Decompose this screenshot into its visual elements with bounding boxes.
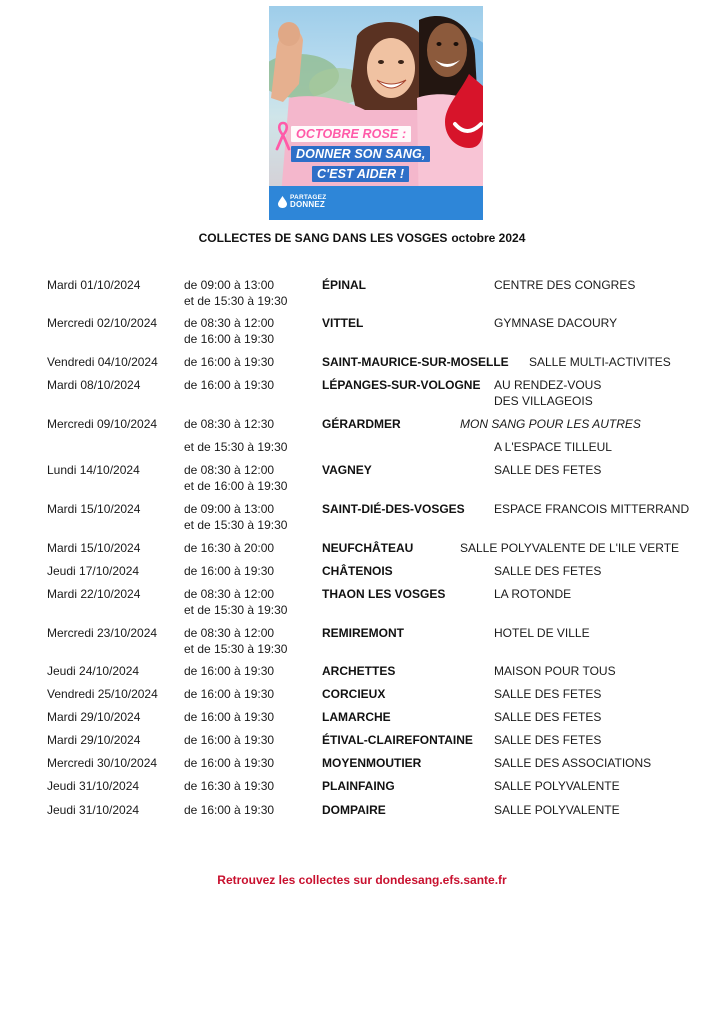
row-city: VAGNEY (322, 463, 372, 477)
venue-line: SALLE DES FETES (494, 564, 602, 578)
campaign-poster (269, 6, 483, 220)
venue-line: SALLE DES ASSOCIATIONS (494, 756, 652, 770)
row-time (184, 501, 287, 533)
row-time (184, 540, 274, 556)
row-venue (494, 377, 601, 409)
time-slot: et de 15:30 à 19:30 (184, 440, 288, 454)
table-row (0, 625, 724, 665)
time-slot: et de 15:30 à 19:30 (184, 642, 288, 656)
time-slot: et de 15:30 à 19:30 (184, 294, 288, 308)
time-slot: de 08:30 à 12:00 (184, 316, 275, 330)
venue-line: SALLE MULTI-ACTIVITES (529, 355, 671, 369)
row-city: REMIREMONT (322, 626, 404, 640)
time-slot: de 16:00 à 19:30 (184, 355, 275, 369)
row-city: LÉPANGES-SUR-VOLOGNE (322, 378, 481, 392)
time-slot: de 16:00 à 19:30 (184, 733, 275, 747)
row-time (184, 732, 274, 748)
venue-line: HOTEL DE VILLE (494, 626, 590, 640)
row-date: Mardi 22/10/2024 (47, 587, 141, 601)
time-slot: de 16:00 à 19:30 (184, 378, 275, 392)
time-slot: de 16:00 à 19:30 (184, 332, 275, 346)
time-slot: de 08:30 à 12:00 (184, 587, 275, 601)
brand-text-1: PARTAGEZ (290, 194, 327, 201)
row-time (184, 663, 274, 679)
row-city: LAMARCHE (322, 710, 391, 724)
time-slot: de 16:30 à 19:30 (184, 779, 275, 793)
row-time (184, 439, 287, 455)
collection-website-link[interactable]: Retrouvez les collectes sur dondesang.efs.sante.fr (217, 873, 507, 887)
time-slot: de 16:00 à 19:30 (184, 564, 275, 578)
row-date: Mercredi 30/10/2024 (47, 756, 158, 770)
venue-line: SALLE POLYVALENTE DE L'ILE VERTE (460, 541, 680, 555)
row-city: PLAINFAING (322, 779, 395, 793)
row-time (184, 377, 274, 393)
venue-line: SALLE POLYVALENTE (494, 803, 620, 817)
row-date: Vendredi 25/10/2024 (47, 687, 158, 701)
page-title-month: octobre 2024 (451, 231, 526, 245)
venue-line: CENTRE DES CONGRES (494, 278, 636, 292)
row-date: Mercredi 02/10/2024 (47, 316, 158, 330)
row-city: MOYENMOUTIER (322, 756, 422, 770)
row-date: Mardi 15/10/2024 (47, 541, 141, 555)
poster-brand-logo (278, 194, 326, 209)
table-row (0, 802, 724, 842)
row-venue (494, 663, 616, 679)
venue-line: DES VILLAGEOIS (494, 394, 593, 408)
row-time (184, 416, 274, 432)
row-date: Jeudi 17/10/2024 (47, 564, 140, 578)
time-slot: de 16:00 à 19:30 (184, 803, 275, 817)
row-date: Mardi 29/10/2024 (47, 710, 141, 724)
time-slot: de 08:30 à 12:30 (184, 417, 275, 431)
row-date: Mardi 29/10/2024 (47, 733, 141, 747)
time-slot: de 16:00 à 19:30 (184, 756, 275, 770)
row-city: THAON LES VOSGES (322, 587, 446, 601)
table-row (0, 277, 724, 317)
row-venue (460, 416, 641, 432)
table-row (0, 501, 724, 541)
row-venue (494, 439, 612, 455)
row-time (184, 686, 274, 702)
row-venue (529, 354, 671, 370)
row-time (184, 778, 274, 794)
row-date: Mardi 01/10/2024 (47, 278, 141, 292)
venue-line: AU RENDEZ-VOUS (494, 378, 602, 392)
row-time (184, 277, 287, 309)
row-date: Jeudi 24/10/2024 (47, 664, 140, 678)
time-slot: de 16:00 à 19:30 (184, 710, 275, 724)
table-row (0, 462, 724, 502)
row-time (184, 709, 274, 725)
table-row (0, 377, 724, 417)
time-slot: et de 16:00 à 19:30 (184, 479, 288, 493)
table-row (0, 315, 724, 355)
row-venue (494, 563, 601, 579)
row-date: Mardi 08/10/2024 (47, 378, 141, 392)
page-title (0, 231, 724, 245)
row-venue (494, 586, 571, 602)
row-city: ÉPINAL (322, 278, 367, 292)
time-slot: de 08:30 à 12:00 (184, 463, 275, 477)
row-city: CHÂTENOIS (322, 564, 393, 578)
brand-text-2: DONNEZ (290, 200, 325, 209)
venue-line: A L'ESPACE TILLEUL (494, 440, 612, 454)
row-time (184, 315, 274, 347)
row-venue (494, 625, 590, 641)
row-venue (494, 277, 635, 293)
row-venue (494, 501, 689, 517)
row-venue (494, 755, 651, 771)
time-slot: de 09:00 à 13:00 (184, 502, 275, 516)
time-slot: et de 15:30 à 19:30 (184, 518, 288, 532)
venue-line: MON SANG POUR LES AUTRES (460, 417, 641, 431)
row-venue (494, 802, 620, 818)
row-date: Jeudi 31/10/2024 (47, 779, 140, 793)
venue-line: SALLE DES FETES (494, 463, 602, 477)
time-slot: de 16:30 à 20:00 (184, 541, 275, 555)
venue-line: GYMNASE DACOURY (494, 316, 618, 330)
row-time (184, 563, 274, 579)
slogan-line-1: OCTOBRE ROSE : (291, 126, 411, 142)
row-date: Jeudi 31/10/2024 (47, 803, 140, 817)
poster-slogan (288, 124, 468, 184)
row-venue (494, 778, 620, 794)
row-venue (494, 462, 601, 478)
row-city: SAINT-MAURICE-SUR-MOSELLE (322, 355, 509, 369)
time-slot: de 09:00 à 13:00 (184, 278, 275, 292)
row-date: Vendredi 04/10/2024 (47, 355, 158, 369)
row-time (184, 625, 287, 657)
row-date: Lundi 14/10/2024 (47, 463, 140, 477)
row-city: DOMPAIRE (322, 803, 386, 817)
row-venue (494, 686, 601, 702)
row-city: GÉRARDMER (322, 417, 401, 431)
blood-drop-icon (278, 196, 287, 208)
venue-line: SALLE DES FETES (494, 710, 602, 724)
time-slot: de 08:30 à 12:00 (184, 626, 275, 640)
row-city: CORCIEUX (322, 687, 386, 701)
time-slot: de 16:00 à 19:30 (184, 687, 275, 701)
venue-line: MAISON POUR TOUS (494, 664, 616, 678)
slogan-line-2: DONNER SON SANG, (291, 146, 430, 162)
row-city: ARCHETTES (322, 664, 396, 678)
row-venue (494, 315, 617, 331)
row-venue (494, 709, 601, 725)
row-time (184, 354, 274, 370)
row-date: Mercredi 09/10/2024 (47, 417, 158, 431)
row-venue (494, 732, 601, 748)
row-time (184, 586, 287, 618)
venue-line: SALLE DES FETES (494, 733, 602, 747)
row-city: VITTEL (322, 316, 364, 330)
row-time (184, 802, 274, 818)
venue-line: SALLE DES FETES (494, 687, 602, 701)
row-time (184, 755, 274, 771)
row-city: ÉTIVAL-CLAIREFONTAINE (322, 733, 473, 747)
row-date: Mardi 15/10/2024 (47, 502, 141, 516)
venue-line: LA ROTONDE (494, 587, 572, 601)
venue-line: ESPACE FRANCOIS MITTERRAND (494, 502, 690, 516)
row-city: SAINT-DIÉ-DES-VOSGES (322, 502, 465, 516)
row-city: NEUFCHÂTEAU (322, 541, 414, 555)
page-title-main: COLLECTES DE SANG DANS LES VOSGES (198, 231, 448, 245)
time-slot: de 16:00 à 19:30 (184, 664, 275, 678)
venue-line: SALLE POLYVALENTE (494, 779, 620, 793)
row-venue (460, 540, 679, 556)
row-date: Mercredi 23/10/2024 (47, 626, 158, 640)
time-slot: et de 15:30 à 19:30 (184, 603, 288, 617)
slogan-line-3: C'EST AIDER ! (312, 166, 409, 182)
row-time (184, 462, 287, 494)
table-row (0, 586, 724, 626)
